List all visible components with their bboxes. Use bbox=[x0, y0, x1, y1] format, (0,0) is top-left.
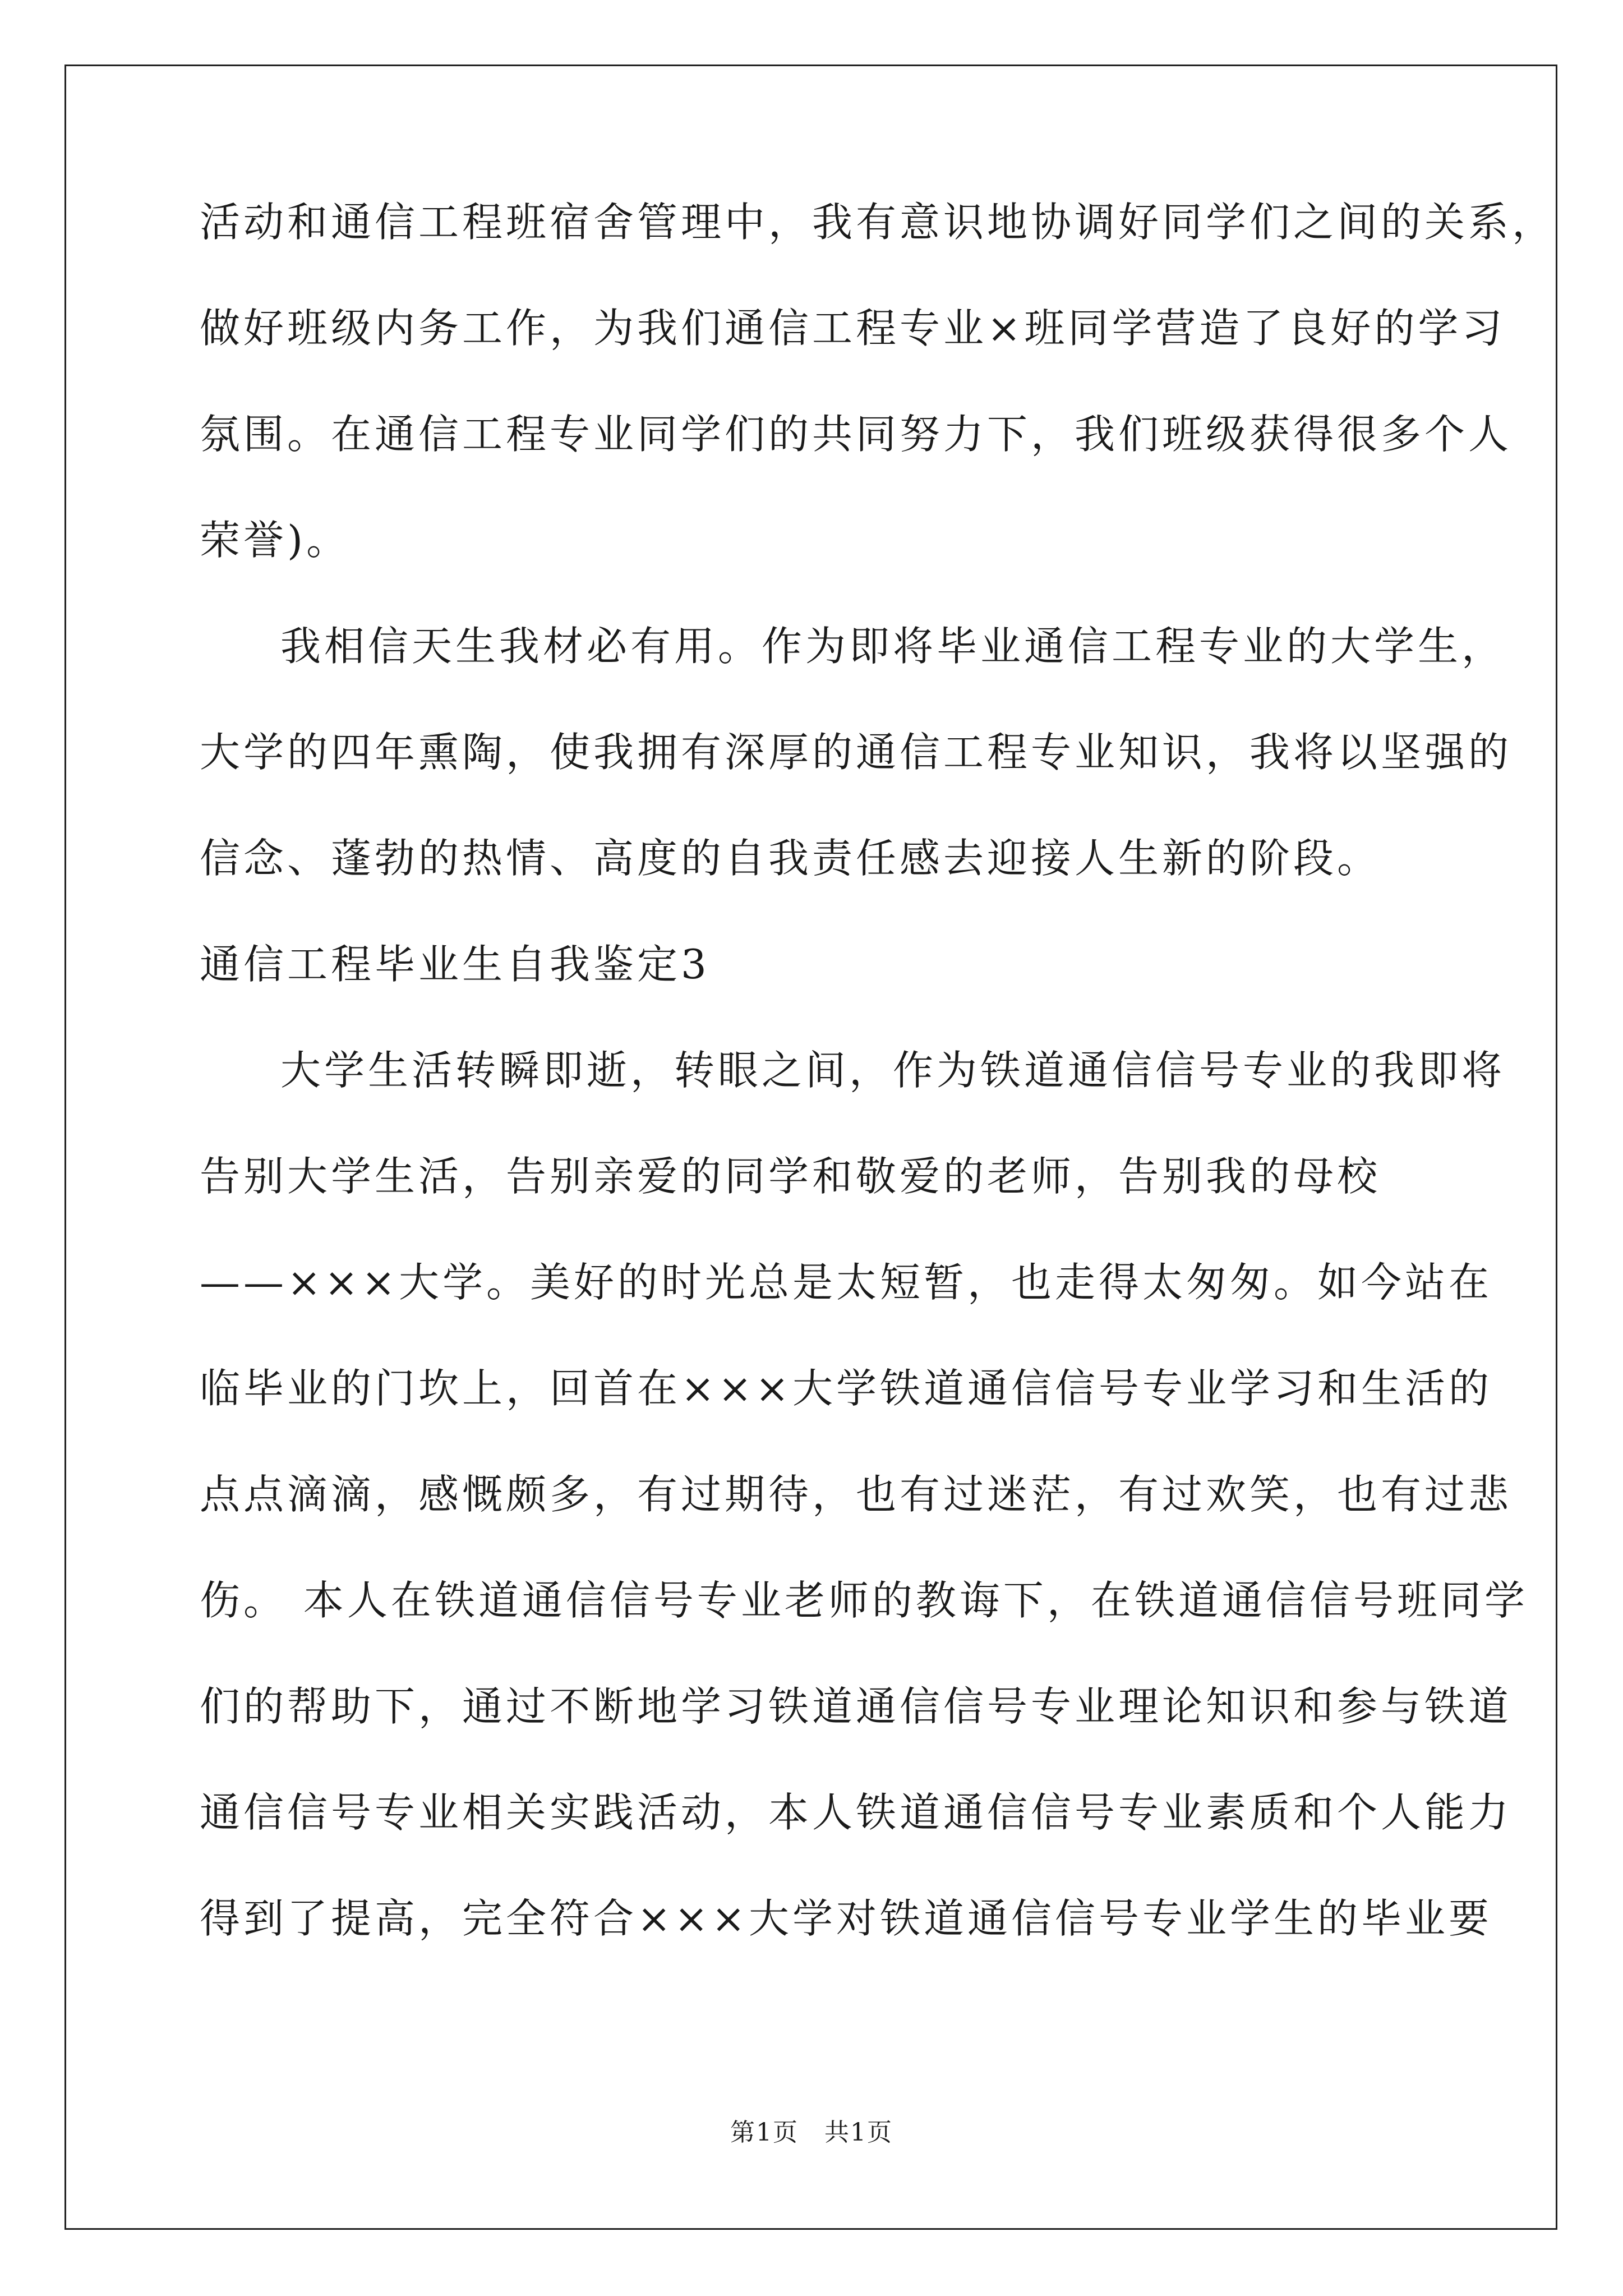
text-line: 大学生活转瞬即逝，转眼之间，作为铁道通信信号专业的我即将 bbox=[280, 1047, 1506, 1094]
text-line: 荣誉)。 bbox=[200, 517, 351, 564]
text-line: 信念、蓬勃的热情、高度的自我责任感去迎接人生新的阶段。 bbox=[200, 835, 1381, 882]
text-line: 得到了提高，完全符合×××大学对铁道通信信号专业学生的毕业要 bbox=[200, 1895, 1492, 1942]
text-line: 大学的四年熏陶，使我拥有深厚的通信工程专业知识，我将以坚强的 bbox=[200, 729, 1513, 776]
text-line: 临毕业的门坎上，回首在×××大学铁道通信信号专业学习和生活的 bbox=[200, 1365, 1492, 1412]
page-footer: 第1页 共1页 bbox=[730, 2118, 893, 2147]
text-line: 点点滴滴，感慨颇多，有过期待，也有过迷茫，有过欢笑，也有过悲 bbox=[200, 1471, 1513, 1518]
document-body bbox=[200, 199, 1556, 2004]
section-heading: 通信工程毕业生自我鉴定3 bbox=[200, 941, 710, 988]
text-line: 伤。 本人在铁道通信信号专业老师的教诲下，在铁道通信信号班同学 bbox=[200, 1577, 1528, 1624]
text-line: 通信信号专业相关实践活动，本人铁道通信信号专业素质和个人能力 bbox=[200, 1789, 1513, 1836]
text-line: 我相信天生我材必有用。作为即将毕业通信工程专业的大学生， bbox=[280, 623, 1506, 670]
text-line: 做好班级内务工作，为我们通信工程专业×班同学营造了良好的学习 bbox=[200, 305, 1506, 352]
text-line: ——×××大学。美好的时光总是太短暂，也走得太匆匆。如今站在 bbox=[200, 1259, 1492, 1306]
text-line: 们的帮助下，通过不断地学习铁道通信信号专业理论知识和参与铁道 bbox=[200, 1683, 1513, 1730]
text-line: 氛围。在通信工程专业同学们的共同努力下，我们班级获得很多个人 bbox=[200, 411, 1513, 458]
text-line: 告别大学生活，告别亲爱的同学和敬爱的老师，告别我的母校 bbox=[200, 1153, 1381, 1200]
text-line: 活动和通信工程班宿舍管理中，我有意识地协调好同学们之间的关系， bbox=[200, 199, 1556, 246]
